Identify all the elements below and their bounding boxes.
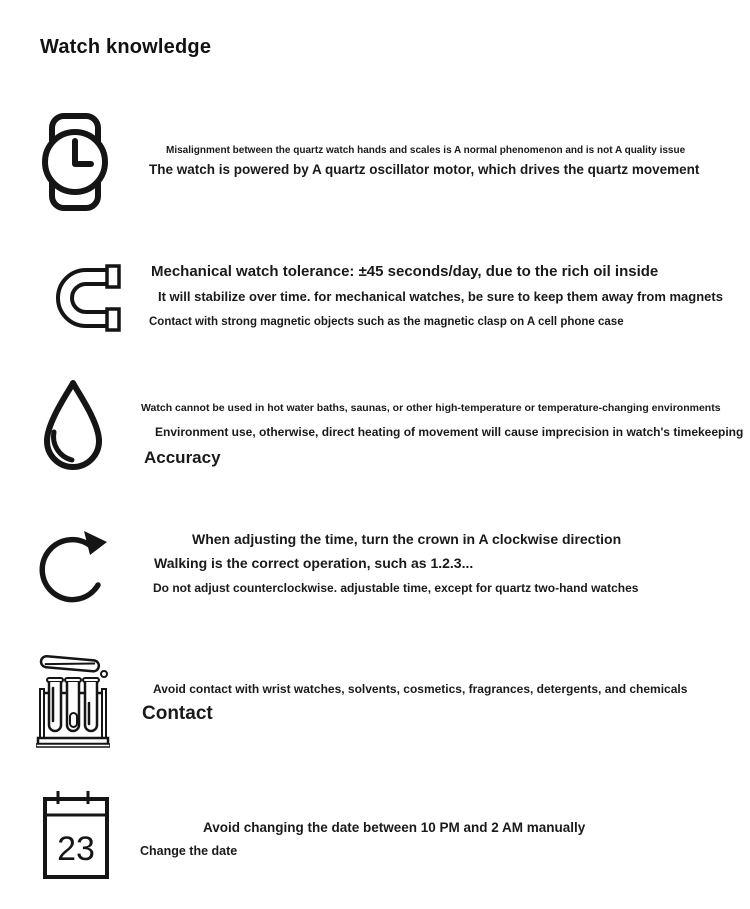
clockwise-arrow-icon xyxy=(38,521,108,609)
calendar-day: 23 xyxy=(57,830,95,868)
quartz-movement-heading: The watch is powered by A quartz oscillator motor, which drives the quartz movement xyxy=(149,162,700,177)
accuracy-heading: Accuracy xyxy=(144,448,221,467)
calendar-icon xyxy=(42,790,110,880)
chemicals-avoid-note: Avoid contact with wrist watches, solvents, cosmetics, fragrances, detergents, and chemicals xyxy=(153,682,688,696)
magnet-icon xyxy=(50,264,122,332)
change-date-heading: Change the date xyxy=(140,844,238,858)
magnet-stabilize-note: It will stabilize over time. for mechanical watches, be sure to keep them away from magnets xyxy=(158,289,723,304)
date-avoid-heading: Avoid changing the date between 10 PM and 2 AM manually xyxy=(203,820,586,835)
test-tubes-icon xyxy=(36,648,110,748)
crown-walking-heading: Walking is the correct operation, such as 1.2.3... xyxy=(154,555,474,571)
magnet-tolerance-heading: Mechanical watch tolerance: ±45 seconds/day, due to the rich oil inside xyxy=(151,263,659,280)
temperature-environment-note: Environment use, otherwise, direct heating of movement will cause imprecision in watch's timekeeping xyxy=(155,425,744,439)
crown-clockwise-heading: When adjusting the time, turn the crown in A clockwise direction xyxy=(192,531,622,547)
magnet-contact-note: Contact with strong magnetic objects such as the magnetic clasp on A cell phone case xyxy=(149,316,624,328)
page-title: Watch knowledge xyxy=(40,36,212,58)
quartz-misalignment-note: Misalignment between the quartz watch hands and scales is A normal phenomenon and is not A quality issue xyxy=(166,145,686,156)
water-drop-icon xyxy=(38,378,108,472)
wristwatch-icon xyxy=(40,112,110,212)
contact-heading: Contact xyxy=(142,703,213,724)
crown-counterclockwise-note: Do not adjust counterclockwise. adjustable time, except for quartz two-hand watches xyxy=(153,581,639,595)
temperature-warning-note: Watch cannot be used in hot water baths, saunas, or other high-temperature or temperature-changing environments xyxy=(141,402,721,414)
